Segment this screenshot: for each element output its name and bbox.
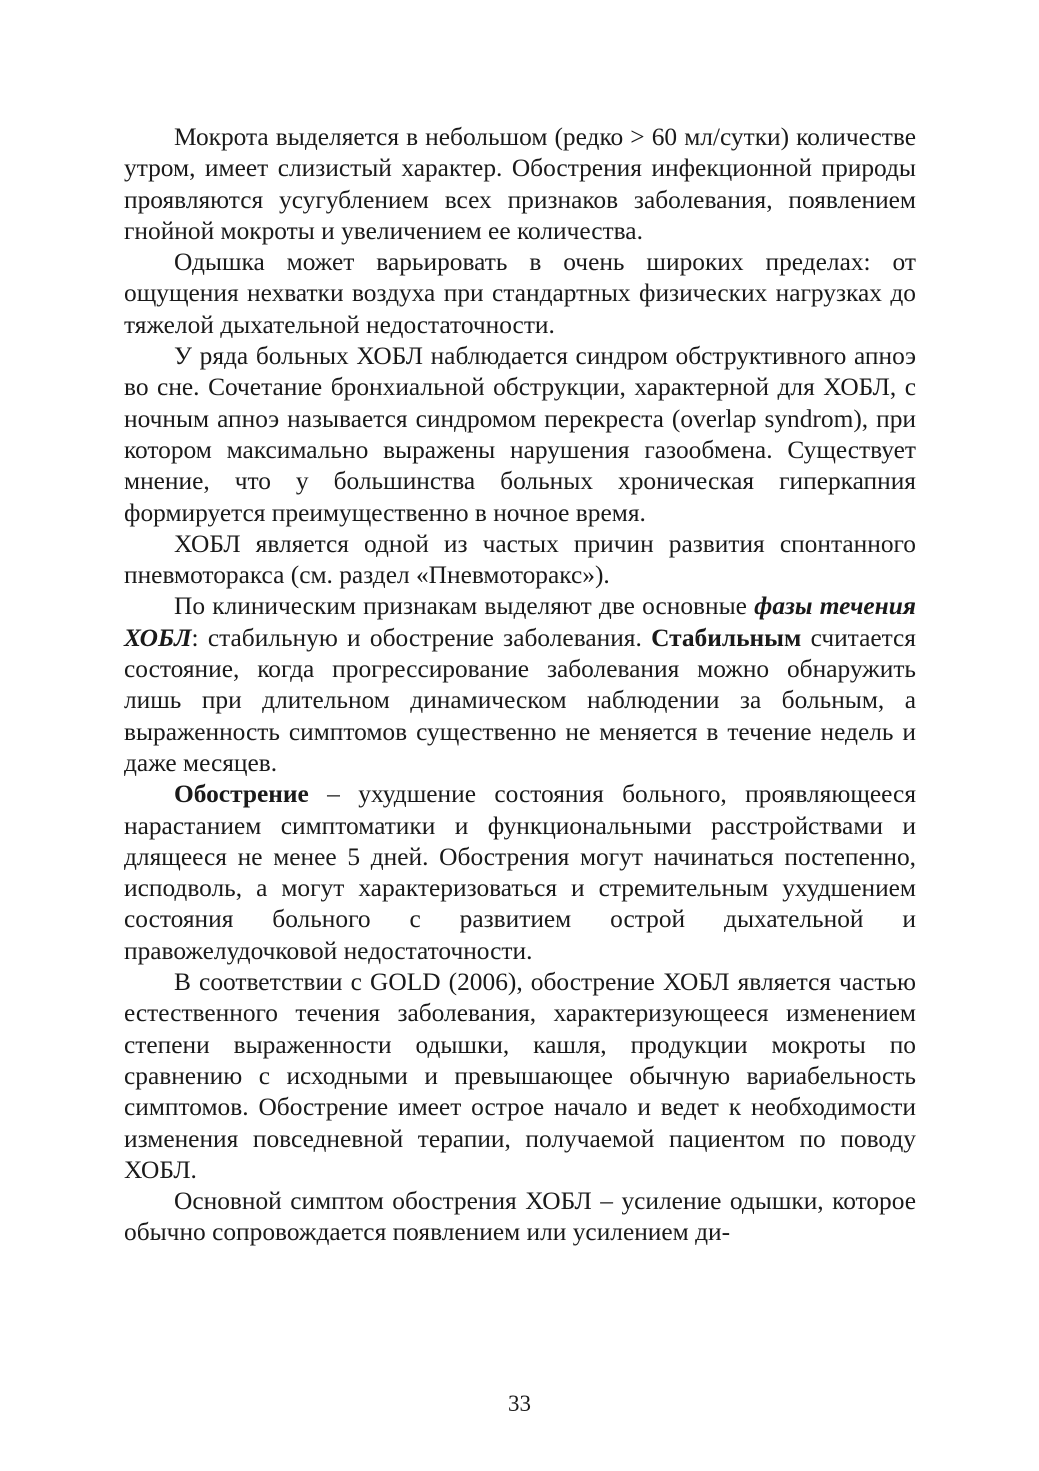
paragraph-copd-phases	[124, 591, 916, 779]
term-stable: Стабильным	[651, 623, 802, 652]
paragraph-pneumothorax	[124, 529, 916, 592]
paragraph-sputum	[124, 122, 916, 247]
paragraph-text: В соответствии с GOLD (2006), обострение ХОБЛ является частью естественного течения заболевания, характеризующееся изменением степени выраженности одышки, кашля, продукции мокроты по сравнению с исходными и превышающее обычную вариабельность симптомов. Обострение имеет острое начало и ведет к необходимости изменения повседневной терапии, получаемой пациентом по поводу ХОБЛ.	[124, 968, 916, 1184]
paragraph-text: Основной симптом обострения ХОБЛ – усиление одышки, которое обычно сопровождается появлением или усилением ди-	[124, 1187, 916, 1247]
paragraph-text: Мокрота выделяется в небольшом (редко > 60 мл/сутки) количестве утром, имеет слизистый характер. Обострения инфекционной природы проявляются усугублением всех признаков заболевания, появлением гнойной мокроты и увеличением ее количества.	[124, 123, 916, 245]
paragraph-text: – ухудшение состояния больного, проявляющееся нарастанием симптоматики и функциональными расстройствами и длящееся не менее 5 дней. Обострения могут начинаться постепенно, исподволь, а могут характеризоваться и стремительным ухудшением состояния больного с развитием острой дыхательной и правожелудочковой недостаточности.	[124, 780, 916, 965]
term-copd-phases: фазы течения ХОБЛ	[124, 592, 916, 652]
page-number: 33	[508, 1391, 531, 1416]
paragraph-sleep-apnea	[124, 341, 916, 529]
paragraph-text: : стабильную и обострение заболевания.	[191, 623, 652, 652]
body-text	[124, 122, 916, 1249]
paragraph-dyspnea	[124, 247, 916, 341]
paragraph-text: По клиническим признакам выделяют две основные	[174, 592, 755, 621]
paragraph-text: Одышка может варьировать в очень широких пределах: от ощущения нехватки воздуха при стандартных физических нагрузках до тяжелой дыхательной недостаточности.	[124, 248, 916, 339]
paragraph-gold	[124, 967, 916, 1186]
paragraph-exacerbation	[124, 779, 916, 967]
paragraph-text: У ряда больных ХОБЛ наблюдается синдром обструктивного апноэ во сне. Сочетание бронхиальной обструкции, характерной для ХОБЛ, с ночным апноэ называется синдромом перекреста (overlap syndrom), при котором максимально выражены нарушения газообмена. Существует мнение, что у большинства больных хроническая гиперкапния формируется преимущественно в ночное время.	[124, 342, 916, 527]
paragraph-main-symptom	[124, 1186, 916, 1249]
paragraph-text: ХОБЛ является одной из частых причин развития спонтанного пневмоторакса (см. раздел «Пневмоторакс»).	[124, 529, 916, 590]
term-exacerbation: Обострение	[174, 780, 309, 809]
paragraph-text: считается состояние, когда прогрессирование заболевания можно обнаружить лишь при длительном динамическом наблюдении за больным, а выраженность симптомов существенно не меняется в течение недель и даже месяцев.	[124, 623, 916, 777]
